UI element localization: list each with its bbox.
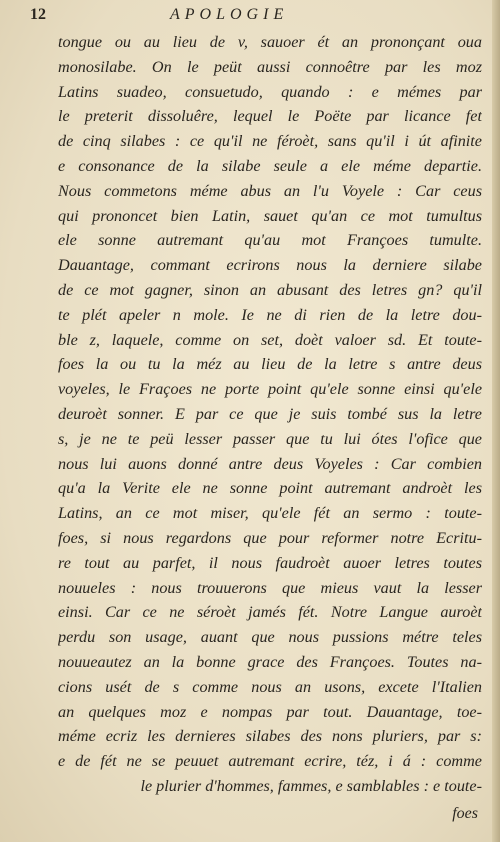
text-line: te plét apeler n mole. Ie ne di rien de la letre dou- — [58, 305, 482, 324]
text-line: qu'a la Verite ele ne sonne point autremant androèt les — [58, 479, 482, 498]
text-line: nouueles : nous trouuerons que mieus vaut la lesser — [58, 578, 482, 597]
text-line: nouueautez an la bonne grace des Françoes. Toutes na- — [58, 652, 482, 671]
text-line: an quelques moz e nompas par tout. Dauantage, toe- — [58, 702, 482, 721]
text-line: monosilabe. On le peüt aussi connoêtre par les moz — [58, 57, 482, 76]
running-title: APOLOGIE — [170, 6, 289, 23]
text-line: foes la ou tu la méz au lieu de la letre s antre deus — [58, 355, 482, 374]
catchword: foes — [452, 805, 478, 822]
page-gutter-shadow — [492, 0, 500, 842]
text-line: nous lui auons donné antre deus Voyeles : Car combien — [58, 454, 482, 473]
text-line: voyeles, le Fraçoes ne porte point qu'ele sonne einsi qu'ele — [58, 380, 482, 399]
text-line: Dauantage, commant ecrirons nous la derniere silabe — [58, 256, 482, 275]
text-line: Latins, an ce mot miser, qu'ele fét an sermo : toute- — [58, 504, 482, 523]
text-line: perdu son usage, auant que nous pussions métre teles — [58, 628, 482, 647]
text-line: de cinq silabes : ce qu'il ne féroèt, sans qu'il i út afinite — [58, 132, 482, 151]
text-line: tongue ou au lieu de v, sauoer ét an prononçant oua — [58, 33, 482, 51]
text-line: méme ecriz les dernieres silabes des nons pluriers, par s: — [58, 727, 482, 746]
text-line: re tout au parfet, il nous faudroèt auoer letres toutes — [58, 553, 482, 572]
text-line: cions usét de s comme nous an usons, excete l'Italien — [58, 677, 482, 696]
text-line: deuroèt sonner. E par ce que je suis tombé sus la letre — [58, 404, 482, 423]
text-line: einsi. Car ce ne séroèt jamés fét. Notre Langue auroèt — [58, 603, 482, 622]
text-line: ble z, laquele, comme on set, doèt valoer sd. Et toute- — [58, 330, 482, 349]
text-line: le plurier d'hommes, fammes, e samblables : e toute- — [140, 776, 482, 795]
text-line: qui prononcet bien Latin, sauet qu'an ce mot tumultus — [58, 206, 482, 225]
text-block — [58, 30, 482, 799]
text-line: de ce mot gagner, sinon an abusant des letres gn? qu'il — [58, 280, 482, 299]
text-line: s, je ne te peü lesser passer que tu lui ótes l'ofice que — [58, 429, 482, 448]
text-line: Nous commetons méme abus an l'u Voyele : Car ceus — [58, 181, 482, 200]
text-line: Latins suadeo, consuetudo, quando : e mémes par — [58, 82, 482, 101]
text-line: foes, si nous regardons que pour reformer notre Ecritu- — [58, 528, 482, 547]
page-number: 12 — [30, 6, 46, 23]
text-line: e de fét ne se peuuet autremant ecrire, téz, i á : comme — [58, 752, 482, 771]
text-line: ele sonne autremant qu'au mot Françoes tumulte. — [58, 231, 482, 250]
page-header — [30, 6, 478, 28]
text-line: e consonance de la silabe seule a ele méme departie. — [58, 156, 482, 175]
text-line: le preterit dissoluêre, lequel le Poëte par licance fet — [58, 107, 482, 126]
